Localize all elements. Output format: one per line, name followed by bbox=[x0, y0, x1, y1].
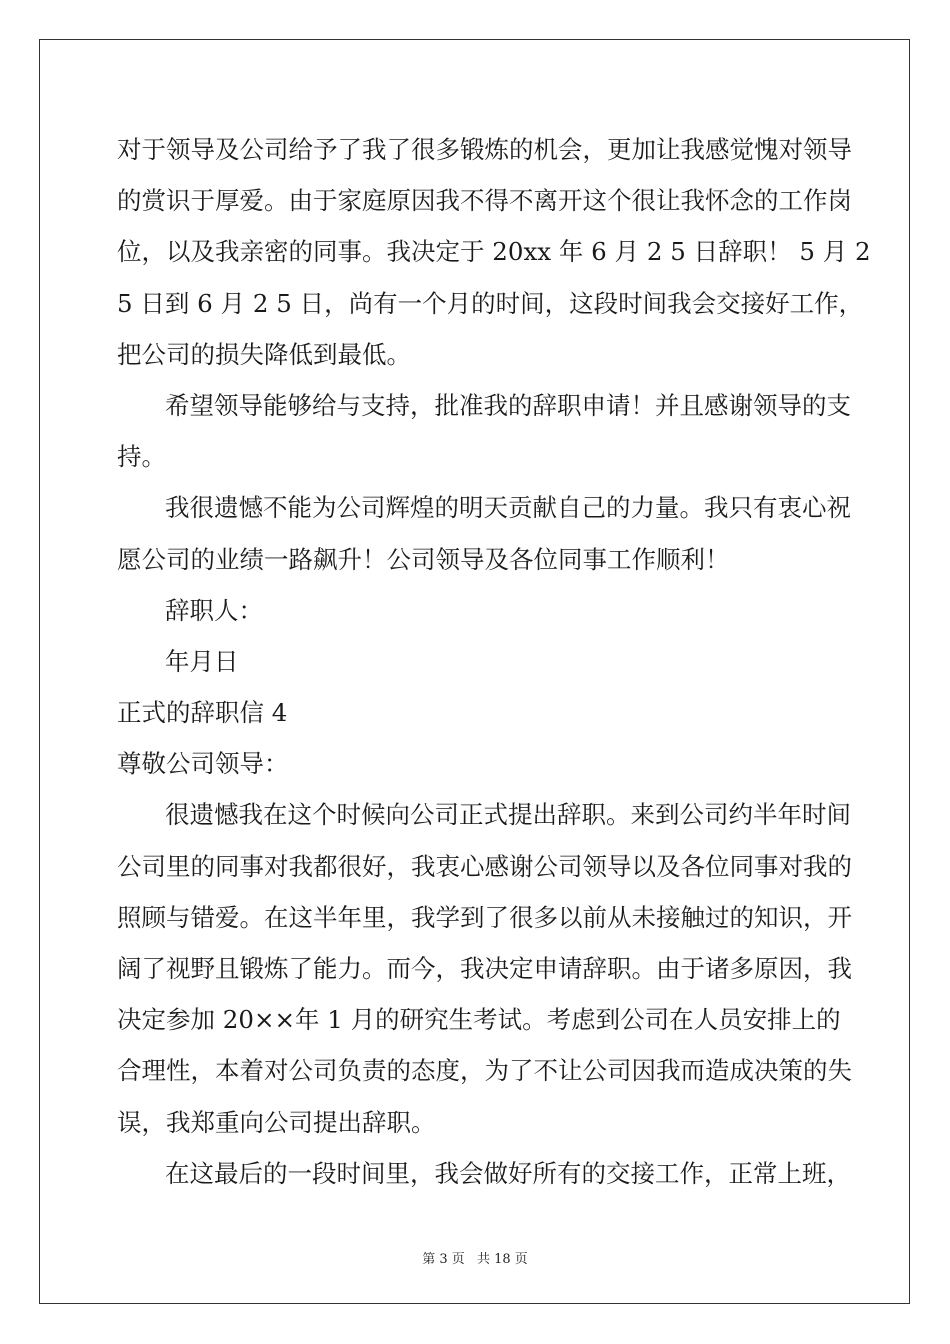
text-line: 的赏识于厚爱。由于家庭原因我不得不离开这个很让我怀念的工作岗 bbox=[117, 186, 852, 216]
paragraph bbox=[117, 789, 852, 1147]
text-line: 年月日 bbox=[165, 646, 239, 676]
page-number: 第 3 页 bbox=[422, 1252, 465, 1267]
text-line: 合理性，本着对公司负责的态度，为了不让公司因我而造成决策的失 bbox=[117, 1056, 852, 1086]
text-line: 希望领导能够给与支持，批准我的辞职申请！并且感谢领导的支 bbox=[165, 390, 851, 420]
paragraph bbox=[117, 380, 851, 482]
text-line: 正式的辞职信 4 bbox=[117, 698, 288, 728]
paragraph bbox=[117, 687, 833, 738]
text-line: 愿公司的业绩一路飙升！公司领导及各位同事工作顺利！ bbox=[117, 544, 730, 574]
page-total: 共 18 页 bbox=[476, 1252, 528, 1267]
text-line: 尊敬公司领导： bbox=[117, 749, 289, 779]
text-line: 误，我郑重向公司提出辞职。 bbox=[117, 1107, 436, 1137]
text-line: 公司里的同事对我都很好，我衷心感谢公司领导以及各位同事对我的 bbox=[117, 851, 852, 881]
paragraph bbox=[117, 1148, 851, 1199]
text-line: 照顾与错爱。在这半年里，我学到了很多以前从未接触过的知识，开 bbox=[117, 902, 852, 932]
text-line: 很遗憾我在这个时候向公司正式提出辞职。来到公司约半年时间 bbox=[165, 800, 851, 830]
document-body bbox=[117, 124, 871, 1199]
paragraph bbox=[117, 636, 833, 687]
text-line: 对于领导及公司给予了我了很多锻炼的机会，更加让我感觉愧对领导 bbox=[117, 135, 852, 164]
text-line: 位，以及我亲密的同事。我决定于 20xx 年 6 月 2 5 日辞职！ 5 月 2 bbox=[117, 237, 871, 267]
text-line: 把公司的损失降低到最低。 bbox=[117, 339, 411, 369]
paragraph bbox=[117, 738, 833, 789]
text-line: 辞职人： bbox=[165, 595, 263, 625]
text-line: 持。 bbox=[117, 442, 166, 472]
paragraph bbox=[117, 124, 871, 380]
text-line: 阔了视野且锻炼了能力。而今，我决定申请辞职。由于诸多原因，我 bbox=[117, 954, 852, 983]
text-line: 决定参加 20××年 1 月的研究生考试。考虑到公司在人员安排上的 bbox=[117, 1005, 841, 1035]
paragraph bbox=[117, 482, 851, 584]
text-line: 我很遗憾不能为公司辉煌的明天贡献自己的力量。我只有衷心祝 bbox=[165, 493, 851, 523]
paragraph bbox=[117, 585, 833, 636]
page-footer bbox=[0, 1248, 950, 1267]
text-line: 5 日到 6 月 2 5 日，尚有一个月的时间，这段时间我会交接好工作， bbox=[117, 288, 864, 318]
text-line: 在这最后的一段时间里，我会做好所有的交接工作，正常上班， bbox=[165, 1158, 851, 1188]
